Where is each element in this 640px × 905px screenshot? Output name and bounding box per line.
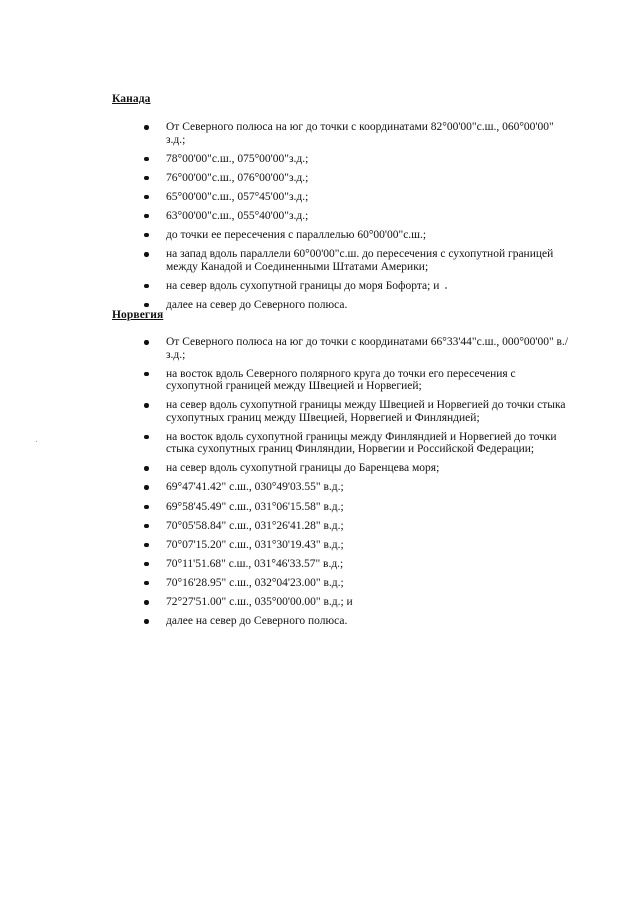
list-item-text: 78°00'00"с.ш., 075°00'00"з.д.;: [166, 152, 309, 165]
bullet-icon: [144, 372, 149, 377]
section-heading-canada: Канада: [112, 93, 151, 105]
list-item: [112, 431, 572, 456]
bullet-icon: [144, 581, 149, 586]
list-item: [112, 399, 572, 424]
list-item: [112, 299, 572, 312]
list-item-text: на север вдоль сухопутной границы до Баренцева моря;: [166, 462, 440, 475]
bullet-icon: [144, 125, 149, 130]
list-item-text: на север вдоль сухопутной границы между Швецией и Норвегией до точки стыка сухопутных границ между Швецией, Норвегией и Финляндией;: [166, 399, 566, 424]
list-item: [112, 539, 572, 552]
list-item: [112, 172, 572, 185]
list-item: [112, 520, 572, 533]
bullet-icon: [144, 214, 149, 219]
bullet-icon: [144, 435, 149, 440]
list-item-text: От Северного полюса на юг до точки с координатами 82°00'00"с.ш., 060°00'00" з.д.;: [166, 121, 554, 146]
bullet-icon: [144, 403, 149, 408]
bullet-icon: [144, 340, 149, 345]
list-item-text: 69°47'41.42" с.ш., 030°49'03.55" в.д.;: [166, 481, 344, 494]
list-item: [112, 462, 572, 475]
list-item-text: 63°00'00"с.ш., 055°40'00"з.д.;: [166, 209, 309, 222]
list-item: [112, 153, 572, 166]
list-item: [112, 248, 572, 273]
list-item: [112, 229, 572, 242]
bullet-icon: [144, 252, 149, 257]
bullet-icon: [144, 524, 149, 529]
norway-boundary-list: [112, 336, 572, 634]
list-item-text: 70°07'15.20" с.ш., 031°30'19.43" в.д.;: [166, 538, 344, 551]
bullet-icon: [144, 543, 149, 548]
list-item-text: 72°27'51.00" с.ш., 035°00'00.00" в.д.; и: [166, 596, 353, 609]
list-item: [112, 558, 572, 571]
canada-boundary-list: [112, 121, 572, 318]
list-item-text: далее на север до Северного полюса.: [166, 615, 348, 628]
bullet-icon: [144, 600, 149, 605]
list-item: [112, 191, 572, 204]
list-item: [112, 336, 572, 361]
bullet-icon: [144, 195, 149, 200]
list-item: [112, 280, 572, 293]
list-item: [112, 596, 572, 609]
list-item: [112, 481, 572, 494]
list-item-text: 69°58'45.49" с.ш., 031°06'15.58" в.д.;: [166, 500, 344, 513]
list-item-text: на восток вдоль сухопутной границы между Финляндией и Норвегией до точки стыка сухопутных границ Финляндии, Норвегии и Российской Федерации;: [166, 430, 557, 456]
bullet-icon: [144, 303, 149, 308]
list-item-text: 70°11'51.68" с.ш., 031°46'33.57" в.д.;: [166, 557, 344, 570]
list-item-text: на восток вдоль Северного полярного круга до точки его пересечения с сухопутной границей между Швецией и Норвегией;: [166, 367, 516, 393]
bullet-icon: [144, 284, 149, 289]
list-item: [112, 577, 572, 590]
bullet-icon: [144, 466, 149, 471]
bullet-icon: [144, 562, 149, 567]
list-item-text: От Северного полюса на юг до точки с координатами 66°33'44"с.ш., 000°00'00" в./з.д.;: [166, 336, 569, 361]
list-item: [112, 368, 572, 393]
list-item-text: 70°05'58.84" с.ш., 031°26'41.28" в.д.;: [166, 519, 344, 532]
list-item-text: 70°16'28.95" с.ш., 032°04'23.00" в.д.;: [166, 576, 344, 589]
list-item-text: 65°00'00"с.ш., 057°45'00"з.д.;: [166, 190, 309, 203]
scan-speck: [36, 441, 37, 442]
list-item: [112, 501, 572, 514]
bullet-icon: [144, 176, 149, 181]
bullet-icon: [144, 157, 149, 162]
scan-speck: [445, 287, 447, 289]
list-item-text: далее на север до Северного полюса.: [166, 298, 348, 311]
list-item-text: на запад вдоль параллели 60°00'00"с.ш. до пересечения с сухопутной границей между Канадой и Соединенными Штатами Америки;: [166, 248, 554, 273]
list-item: [112, 615, 572, 628]
section-heading-norway: Норвегия: [112, 309, 164, 321]
bullet-icon: [144, 485, 149, 490]
list-item-text: до точки ее пересечения с параллелью 60°00'00"с.ш.;: [166, 228, 427, 241]
list-item: [112, 121, 572, 146]
bullet-icon: [144, 505, 149, 510]
list-item-text: 76°00'00"с.ш., 076°00'00"з.д.;: [166, 171, 309, 184]
bullet-icon: [144, 233, 149, 238]
bullet-icon: [144, 619, 149, 624]
list-item-text: на север вдоль сухопутной границы до моря Бофорта; и: [166, 279, 440, 292]
list-item: [112, 210, 572, 223]
